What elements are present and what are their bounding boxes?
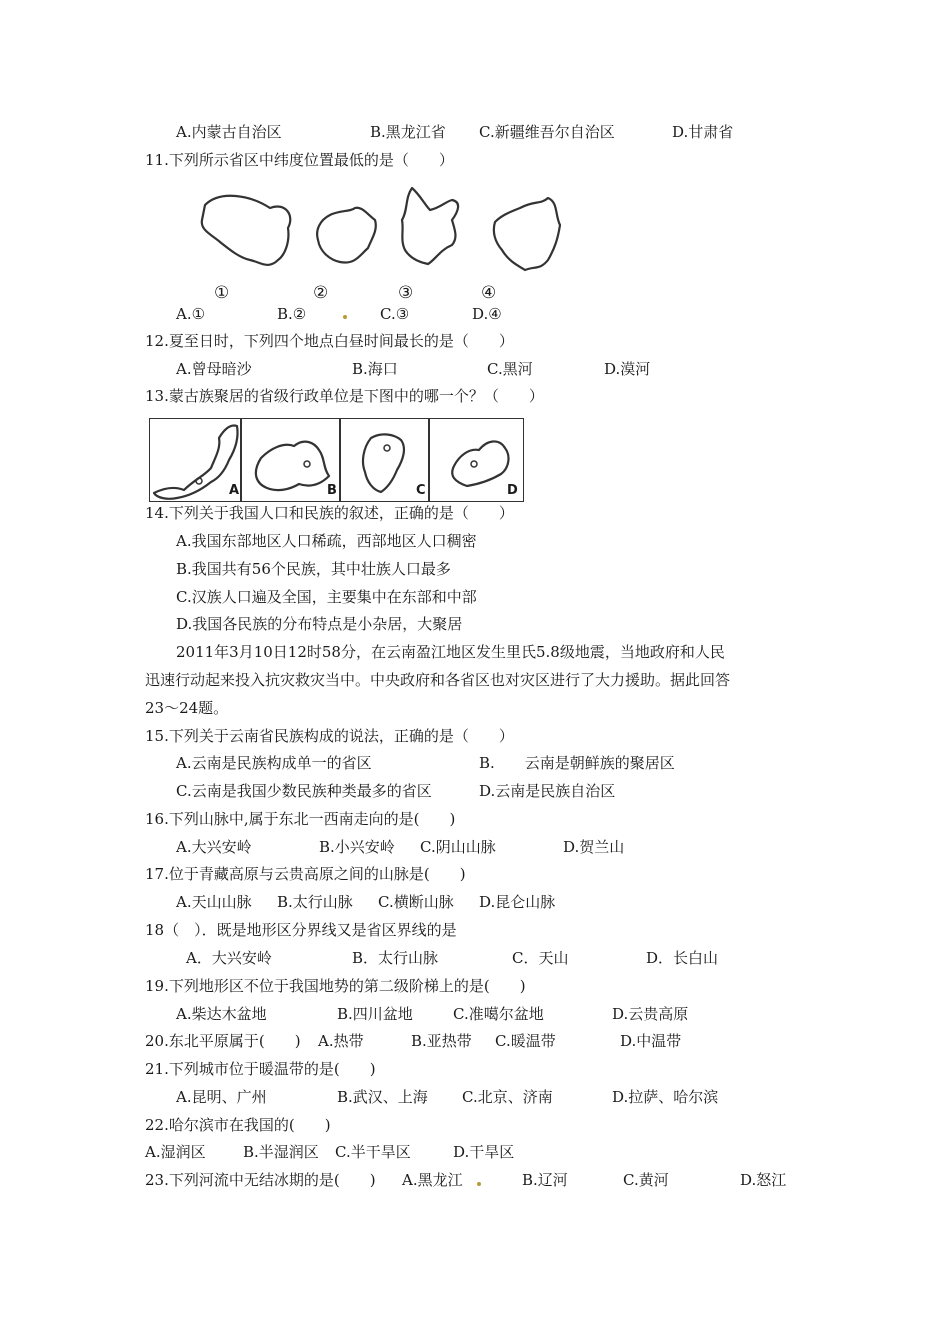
q21-option-a: A.昆明、广州 <box>176 1088 267 1106</box>
q18-stem: 18（ ）．既是地形区分界线又是省区界线的是 <box>145 921 457 939</box>
province-map-4 <box>494 198 560 270</box>
map-number-4: ④ <box>481 283 497 303</box>
q19-option-b: B.四川盆地 <box>337 1005 413 1023</box>
map-c-province <box>363 434 404 492</box>
q10-option-d: D.甘肃省 <box>672 123 734 141</box>
q10-option-a: A.内蒙古自治区 <box>176 123 282 141</box>
q23-option-a: A.黑龙江 <box>402 1171 463 1189</box>
q19-option-a: A.柴达木盆地 <box>176 1005 267 1023</box>
q16-stem: 16.下列山脉中,属于东北一西南走向的是( ) <box>145 810 456 828</box>
passage-line-2: 迅速行动起来投入抗灾救灾当中。中央政府和各省区也对灾区进行了大力援助。据此回答 <box>145 671 731 689</box>
q11-option-a: A.① <box>176 305 206 323</box>
q19-option-d: D.云贵高原 <box>612 1005 689 1023</box>
q22-option-d: D.干旱区 <box>453 1143 515 1161</box>
q14-option-c: C.汉族人口遍及全国，主要集中在东部和中部 <box>176 588 477 606</box>
map-label-c: C <box>416 483 426 498</box>
passage-line-3: 23～24题。 <box>145 699 229 717</box>
q17-option-d: D.昆仑山脉 <box>479 893 556 911</box>
province-map-3 <box>402 188 458 264</box>
q11-option-b: B.② <box>277 305 307 323</box>
q12-option-b: B.海口 <box>352 360 398 378</box>
q16-option-c: C.阴山山脉 <box>420 838 496 856</box>
q22-option-a: A.湿润区 <box>145 1143 206 1161</box>
q22-option-c: C.半干旱区 <box>335 1143 411 1161</box>
q22-option-b: B.半湿润区 <box>243 1143 319 1161</box>
q18-option-a: A．大兴安岭 <box>186 949 272 967</box>
map-d-province <box>452 441 508 486</box>
q16-option-d: D.贺兰山 <box>563 838 625 856</box>
q20-option-c: C.暖温带 <box>495 1032 556 1050</box>
q12-option-d: D.漠河 <box>604 360 651 378</box>
q21-option-d: D.拉萨、哈尔滨 <box>612 1088 719 1106</box>
province-map-1 <box>202 196 291 265</box>
q15-option-b: B. 云南是朝鲜族的聚居区 <box>479 754 675 772</box>
map-a-inner-mongolia <box>154 426 238 499</box>
q15-option-c: C.云南是我国少数民族种类最多的省区 <box>176 782 432 800</box>
q20-option-d: D.中温带 <box>620 1032 682 1050</box>
q11-province-maps <box>190 180 570 290</box>
map-label-b: B <box>327 483 337 498</box>
q12-option-a: A.曾母暗沙 <box>176 360 252 378</box>
q17-option-a: A.天山山脉 <box>176 893 252 911</box>
map-b-province <box>256 442 329 490</box>
q21-option-c: C.北京、济南 <box>462 1088 553 1106</box>
q12-stem: 12.夏至日时，下列四个地点白昼时间最长的是（ ） <box>145 332 514 350</box>
q10-option-c: C.新疆维吾尔自治区 <box>479 123 615 141</box>
speck-mark <box>477 1182 481 1186</box>
q11-option-d: D.④ <box>472 305 502 323</box>
q12-option-c: C.黑河 <box>487 360 533 378</box>
q23-option-c: C.黄河 <box>623 1171 669 1189</box>
map-label-a: A <box>229 483 240 498</box>
q17-stem: 17.位于青藏高原与云贵高原之间的山脉是( ) <box>145 865 466 883</box>
q13-stem: 13.蒙古族聚居的省级行政单位是下图中的哪一个？（ ） <box>145 387 544 405</box>
q14-option-a: A.我国东部地区人口稀疏，西部地区人口稠密 <box>176 532 477 550</box>
q14-option-b: B.我国共有56个民族，其中壮族人口最多 <box>176 560 451 578</box>
q20-option-a: A.热带 <box>318 1032 364 1050</box>
map-number-1: ① <box>214 283 230 303</box>
q15-option-a: A.云南是民族构成单一的省区 <box>176 754 372 772</box>
q21-option-b: B.武汉、上海 <box>337 1088 428 1106</box>
q16-option-a: A.大兴安岭 <box>176 838 252 856</box>
map-number-3: ③ <box>398 283 414 303</box>
q21-stem: 21.下列城市位于暖温带的是( ) <box>145 1060 376 1078</box>
passage-line-1: 2011年3月10日12时58分，在云南盈江地区发生里氏5.8级地震，当地政府和人民 <box>176 643 725 661</box>
speck-mark <box>343 315 347 319</box>
q23-option-b: B.辽河 <box>522 1171 568 1189</box>
q20-stem: 20.东北平原属于( ) <box>145 1032 301 1050</box>
q22-stem: 22.哈尔滨市在我国的( ) <box>145 1116 331 1134</box>
q15-option-d: D.云南是民族自治区 <box>479 782 616 800</box>
map-number-2: ② <box>313 283 329 303</box>
q19-stem: 19.下列地形区不位于我国地势的第二级阶梯上的是( ) <box>145 977 526 995</box>
q17-option-c: C.横断山脉 <box>378 893 454 911</box>
q17-option-b: B.太行山脉 <box>277 893 353 911</box>
q10-option-b: B.黑龙江省 <box>370 123 446 141</box>
province-map-2 <box>317 208 376 263</box>
q16-option-b: B.小兴安岭 <box>319 838 395 856</box>
q14-stem: 14.下列关于我国人口和民族的叙述，正确的是（ ） <box>145 504 514 522</box>
q15-stem: 15.下列关于云南省民族构成的说法，正确的是（ ） <box>145 727 514 745</box>
q18-option-d: D．长白山 <box>646 949 719 967</box>
q20-option-b: B.亚热带 <box>411 1032 472 1050</box>
q11-option-c: C.③ <box>380 305 410 323</box>
q23-option-d: D.怒江 <box>740 1171 787 1189</box>
q23-stem: 23.下列河流中无结冰期的是( ) <box>145 1171 376 1189</box>
q18-option-c: C．天山 <box>512 949 569 967</box>
q19-option-c: C.准噶尔盆地 <box>453 1005 544 1023</box>
map-label-d: D <box>507 483 518 498</box>
q14-option-d: D.我国各民族的分布特点是小杂居，大聚居 <box>176 615 463 633</box>
q11-stem: 11.下列所示省区中纬度位置最低的是（ ） <box>145 151 454 169</box>
q18-option-b: B．太行山脉 <box>352 949 439 967</box>
